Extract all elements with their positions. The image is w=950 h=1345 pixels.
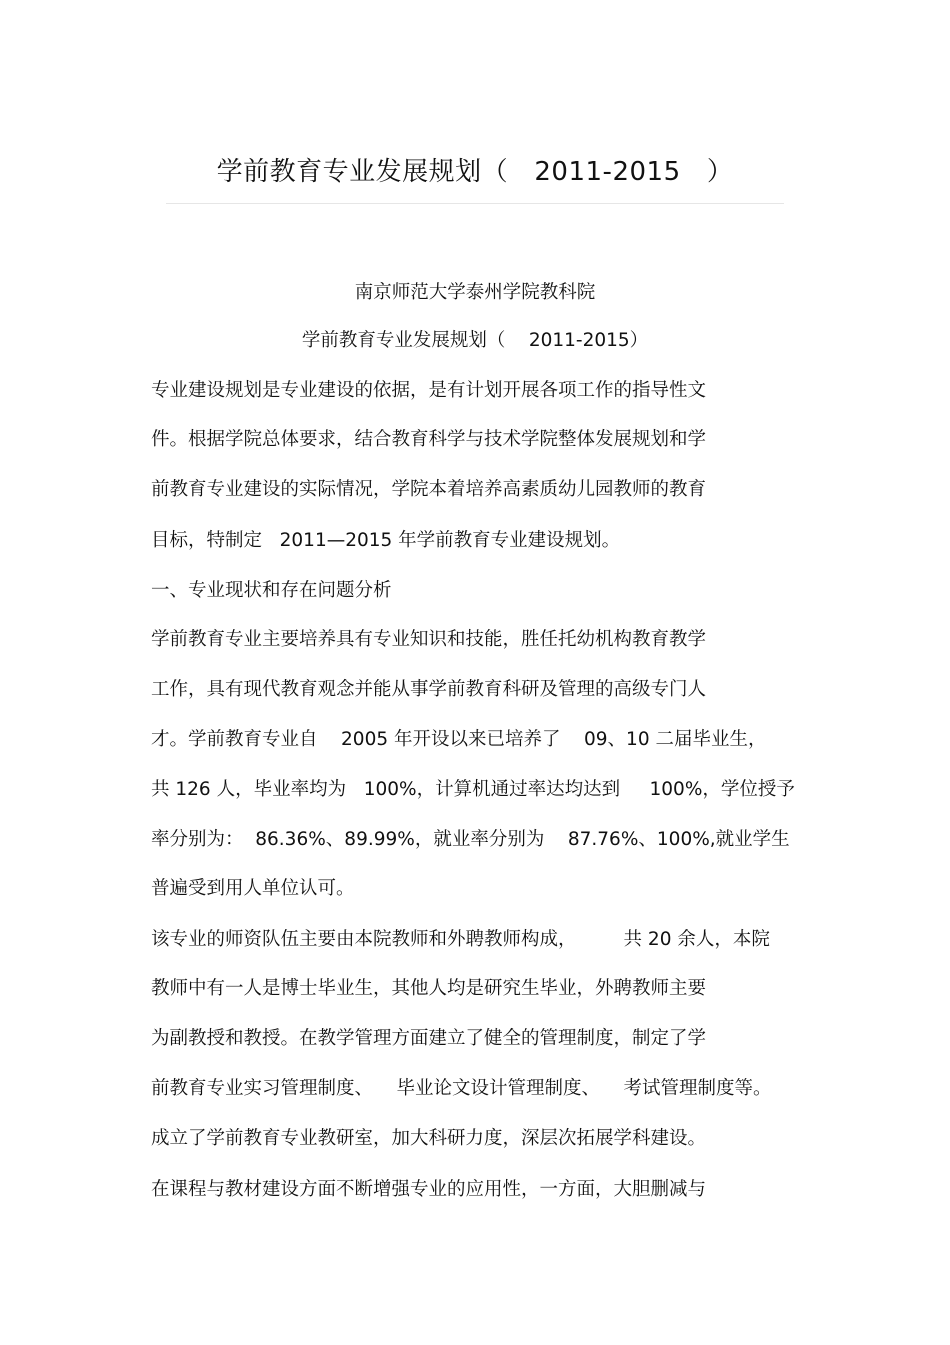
paragraph-line: 该专业的师资队伍主要由本院教师和外聘教师构成， 共 20 余人，本院 xyxy=(151,929,770,950)
paragraph-line: 前教育专业建设的实际情况，学院本着培养高素质幼儿园教师的教育 xyxy=(151,479,707,500)
title-divider xyxy=(166,203,784,204)
paragraph-line: 学前教育专业主要培养具有专业知识和技能，胜任托幼机构教育教学 xyxy=(151,629,707,650)
paragraph-line: 为副教授和教授。在教学管理方面建立了健全的管理制度，制定了学 xyxy=(151,1028,707,1049)
paragraph-line: 前教育专业实习管理制度、 毕业论文设计管理制度、 考试管理制度等。 xyxy=(151,1078,772,1099)
section-heading: 一、专业现状和存在问题分析 xyxy=(151,580,392,601)
paragraph-line: 普遍受到用人单位认可。 xyxy=(151,878,355,899)
paragraph-line: 才。学前教育专业自 2005 年开设以来已培养了 09、10 二届毕业生， xyxy=(151,729,767,750)
document-title: 学前教育专业发展规划（ 2011-2015 ） xyxy=(216,157,734,187)
paragraph-line: 件。根据学院总体要求，结合教育科学与技术学院整体发展规划和学 xyxy=(151,429,707,450)
document-subtitle: 学前教育专业发展规划（ 2011-2015） xyxy=(301,330,649,351)
paragraph-line: 成立了学前教育专业教研室，加大科研力度，深层次拓展学科建设。 xyxy=(151,1128,707,1149)
institution-name: 南京师范大学泰州学院教科院 xyxy=(354,282,596,303)
paragraph-line: 专业建设规划是专业建设的依据，是有计划开展各项工作的指导性文 xyxy=(151,380,707,401)
paragraph-line: 工作，具有现代教育观念并能从事学前教育科研及管理的高级专门人 xyxy=(151,679,707,700)
paragraph-line: 目标，特制定 2011—2015 年学前教育专业建设规划。 xyxy=(151,530,621,551)
paragraph-line: 教师中有一人是博士毕业生，其他人均是研究生毕业，外聘教师主要 xyxy=(151,978,707,999)
paragraph-line: 共 126 人，毕业率均为 100%，计算机通过率达均达到 100%，学位授予 xyxy=(151,779,795,800)
paragraph-line: 率分别为： 86.36%、89.99%，就业率分别为 87.76%、100%,就业学生 xyxy=(151,829,790,850)
paragraph-line: 在课程与教材建设方面不断增强专业的应用性，一方面，大胆删减与 xyxy=(151,1179,707,1200)
